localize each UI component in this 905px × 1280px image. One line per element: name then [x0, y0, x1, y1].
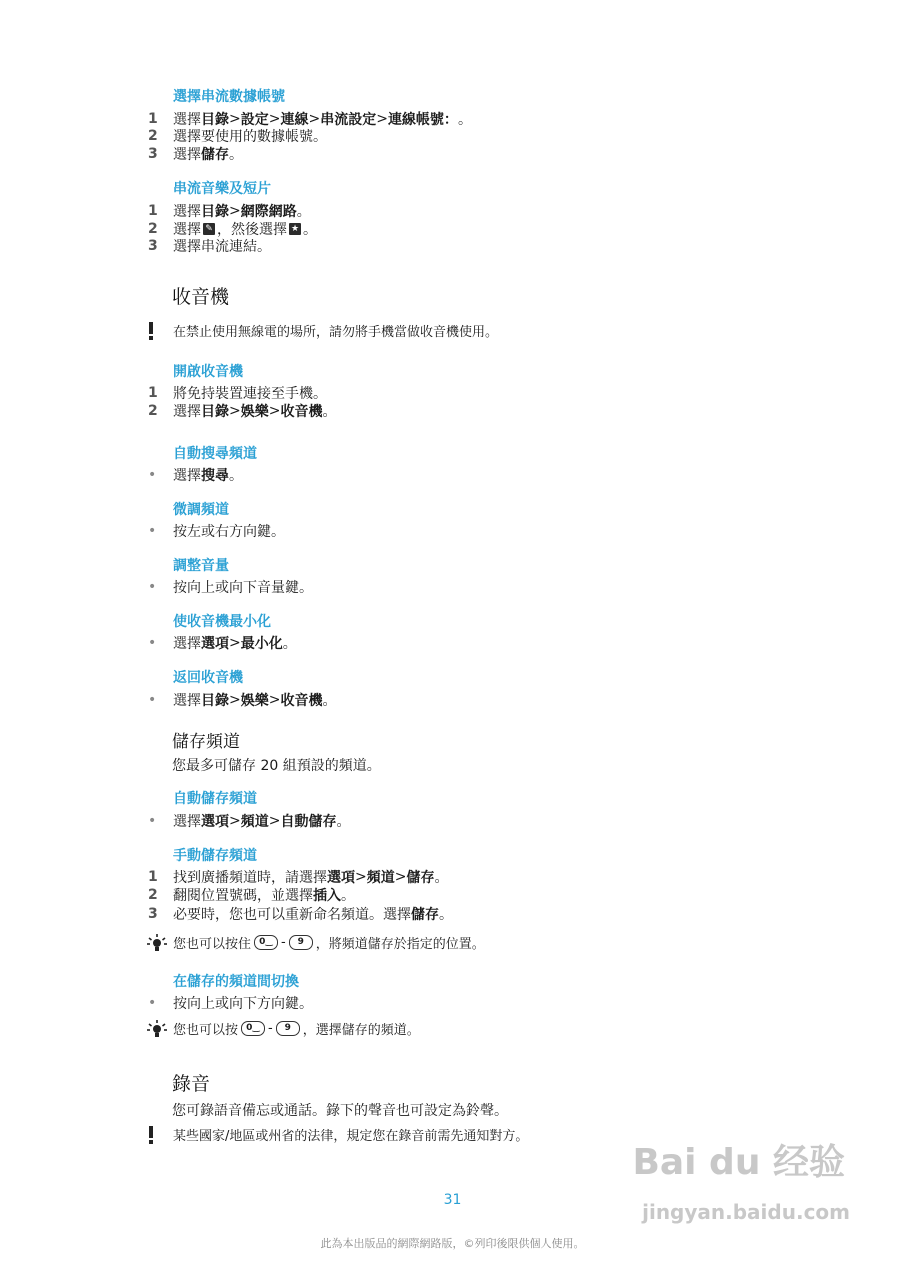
step-1: 1 選擇 目錄 > 網際網路 。	[148, 203, 311, 220]
star-icon: ★	[290, 224, 300, 234]
heading-fine-tune: 微調頻道	[173, 502, 229, 518]
step-3: 3 選擇 儲存 。	[148, 146, 243, 163]
pencil-icon: ✎	[203, 223, 215, 235]
step-3: 3 必要時，您也可以重新命名頻道。選擇 儲存 。	[148, 906, 453, 923]
heading-auto-search: 自動搜尋頻道	[173, 446, 257, 462]
baidu-watermark: Bai du 经验	[632, 1142, 845, 1183]
section-title-save-channels: 儲存頻道	[172, 732, 240, 752]
bullet-item: • 按向上或向下方向鍵。	[148, 995, 313, 1012]
section-title-radio: 收音機	[172, 286, 230, 308]
bullet-item: • 選擇 目錄 > 娛樂 > 收音機 。	[148, 692, 337, 709]
bullet-item: • 按向上或向下音量鍵。	[148, 579, 313, 596]
paragraph: 您最多可儲存 20 組預設的頻道。	[172, 758, 381, 774]
key-0-icon: 0 ‿	[254, 935, 278, 950]
section-title-recording: 錄音	[172, 1073, 211, 1095]
step-1: 1 將免持裝置連接至手機。	[148, 385, 327, 402]
watermark-url: jingyan.baidu.com	[642, 1200, 850, 1224]
key-9-icon: 9	[289, 935, 313, 950]
bullet-icon: •	[148, 467, 157, 483]
warning-note: 某些國家/地區或州省的法律，規定您在錄音前需先通知對方。	[147, 1125, 528, 1144]
step-2: 2 選擇要使用的數據帳號。	[148, 128, 327, 145]
step-2: 2 選擇 ✎ ，然後選擇 ★ 。	[148, 221, 317, 238]
bullet-icon: •	[148, 523, 157, 539]
heading-minimize: 使收音機最小化	[173, 614, 271, 630]
bullet-icon: •	[148, 813, 157, 829]
key-9-icon: 9	[276, 1021, 300, 1036]
heading-open-radio: 開啟收音機	[173, 364, 243, 380]
bullet-icon: •	[148, 995, 157, 1011]
bullet-item: • 按左或右方向鍵。	[148, 523, 285, 540]
tip-note: 您也可以按 0 ‿ - 9 ，選擇儲存的頻道。	[147, 1019, 420, 1038]
bullet-item: • 選擇 選項 > 最小化 。	[148, 635, 297, 652]
paragraph: 您可錄語音備忘或通話。錄下的聲音也可設定為鈴聲。	[172, 1103, 508, 1119]
heading-auto-save: 自動儲存頻道	[173, 791, 257, 807]
step-3: 3 選擇串流連結。	[148, 238, 271, 255]
footer-note: 此為本出版品的網際網路版，©列印後限供個人使用。	[320, 1237, 585, 1250]
bullet-item: • 選擇 選項 > 頻道 > 自動儲存 。	[148, 813, 351, 830]
bullet-icon: •	[148, 635, 157, 651]
key-0-icon: 0 ‿	[241, 1021, 265, 1036]
tip-note: 您也可以按住 0 ‿ - 9 ，將頻道儲存於指定的位置。	[147, 933, 485, 952]
bullet-item: • 選擇 搜尋 。	[148, 467, 243, 484]
heading-return-radio: 返回收音機	[173, 670, 243, 686]
lightbulb-icon	[147, 934, 173, 952]
step-2: 2 翻閱位置號碼，並選擇 插入 。	[148, 887, 355, 904]
exclamation-icon	[147, 1126, 173, 1144]
heading-select-stream-account: 選擇串流數據帳號	[173, 89, 285, 105]
bullet-icon: •	[148, 579, 157, 595]
step-2: 2 選擇 目錄 > 娛樂 > 收音機 。	[148, 403, 337, 420]
page-number: 31	[443, 1192, 462, 1208]
lightbulb-icon	[147, 1020, 173, 1038]
exclamation-icon	[147, 322, 173, 340]
step-1: 1 選擇 目錄 > 設定 > 連線 > 串流設定 > 連線帳號： 。	[148, 111, 472, 128]
bullet-icon: •	[148, 692, 157, 708]
step-1: 1 找到廣播頻道時，請選擇 選項 > 頻道 > 儲存 。	[148, 869, 449, 886]
heading-stream-music: 串流音樂及短片	[173, 181, 271, 197]
heading-switch-channels: 在儲存的頻道間切換	[173, 974, 299, 990]
heading-volume: 調整音量	[173, 558, 229, 574]
warning-note: 在禁止使用無線電的場所，請勿將手機當做收音機使用。	[147, 321, 498, 340]
heading-manual-save: 手動儲存頻道	[173, 848, 257, 864]
